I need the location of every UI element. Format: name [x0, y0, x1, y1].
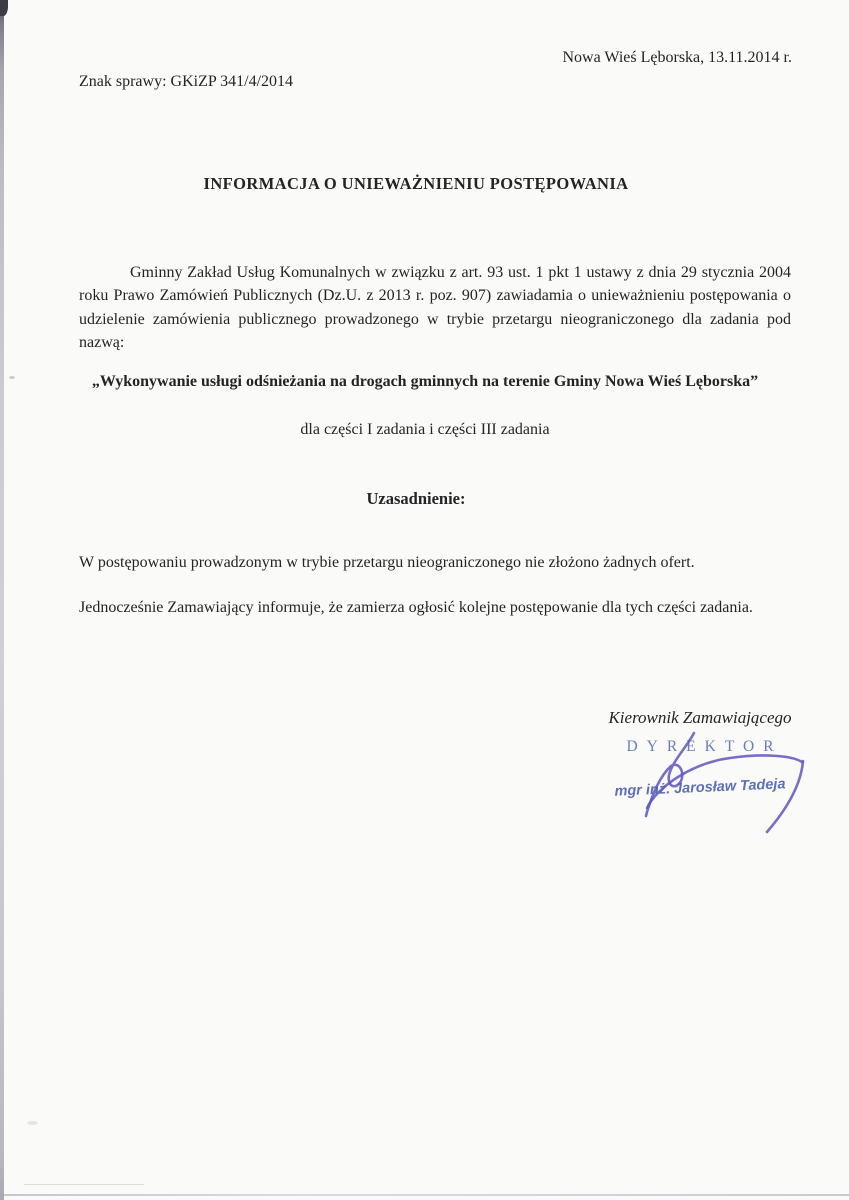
scan-corner-artifact: [0, 0, 8, 16]
scan-speck: [27, 1121, 38, 1125]
justification-paragraph-1: W postępowaniu prowadzonym w trybie przetargu nieograniczonego nie złożono żadnych ofert.: [79, 554, 695, 571]
justification-heading: Uzasadnienie:: [366, 489, 466, 508]
task-parts-line: dla części I zadania i części III zadania: [300, 421, 550, 438]
scan-bottom-edge: [4, 1194, 849, 1196]
scan-bottom-curl: [24, 1184, 144, 1185]
task-name-quote: „Wykonywanie usługi odśnieżania na drogach gminnych na terenie Gminy Nowa Wieś Lęborska”: [91, 373, 759, 390]
justification-paragraph-2: Jednocześnie Zamawiający informuje, że zamierza ogłosić kolejne postępowanie dla tych części zadania.: [79, 599, 753, 616]
case-number-line: Znak sprawy: GKiZP 341/4/2014: [79, 73, 294, 90]
signature-block: [555, 708, 845, 800]
director-stamp-title: DYREKTOR: [626, 738, 783, 755]
date-place-line: Nowa Wieś Lęborska, 13.11.2014 r.: [562, 49, 792, 66]
document-title: INFORMACJA O UNIEWAŻNIENIU POSTĘPOWANIA: [203, 174, 629, 193]
intro-paragraph: Gminny Zakład Usług Komunalnych w związku z art. 93 ust. 1 pkt 1 ustawy z dnia 29 stycznia 2004 roku Prawo Zamówień Publicznych (Dz.U. z 2013 r. poz. 907) zawiadamia o unieważnieniu postępowania o udzielenie zamówienia publicznego prowadzonego w trybie przetargu nieograniczonego dla zadania pod nazwą:: [79, 264, 791, 352]
signer-role-line: Kierownik Zamawiającego: [608, 708, 792, 727]
scan-speck: [9, 376, 15, 379]
director-stamp-name: mgr inż. Jarosław Tadeja: [614, 776, 786, 800]
